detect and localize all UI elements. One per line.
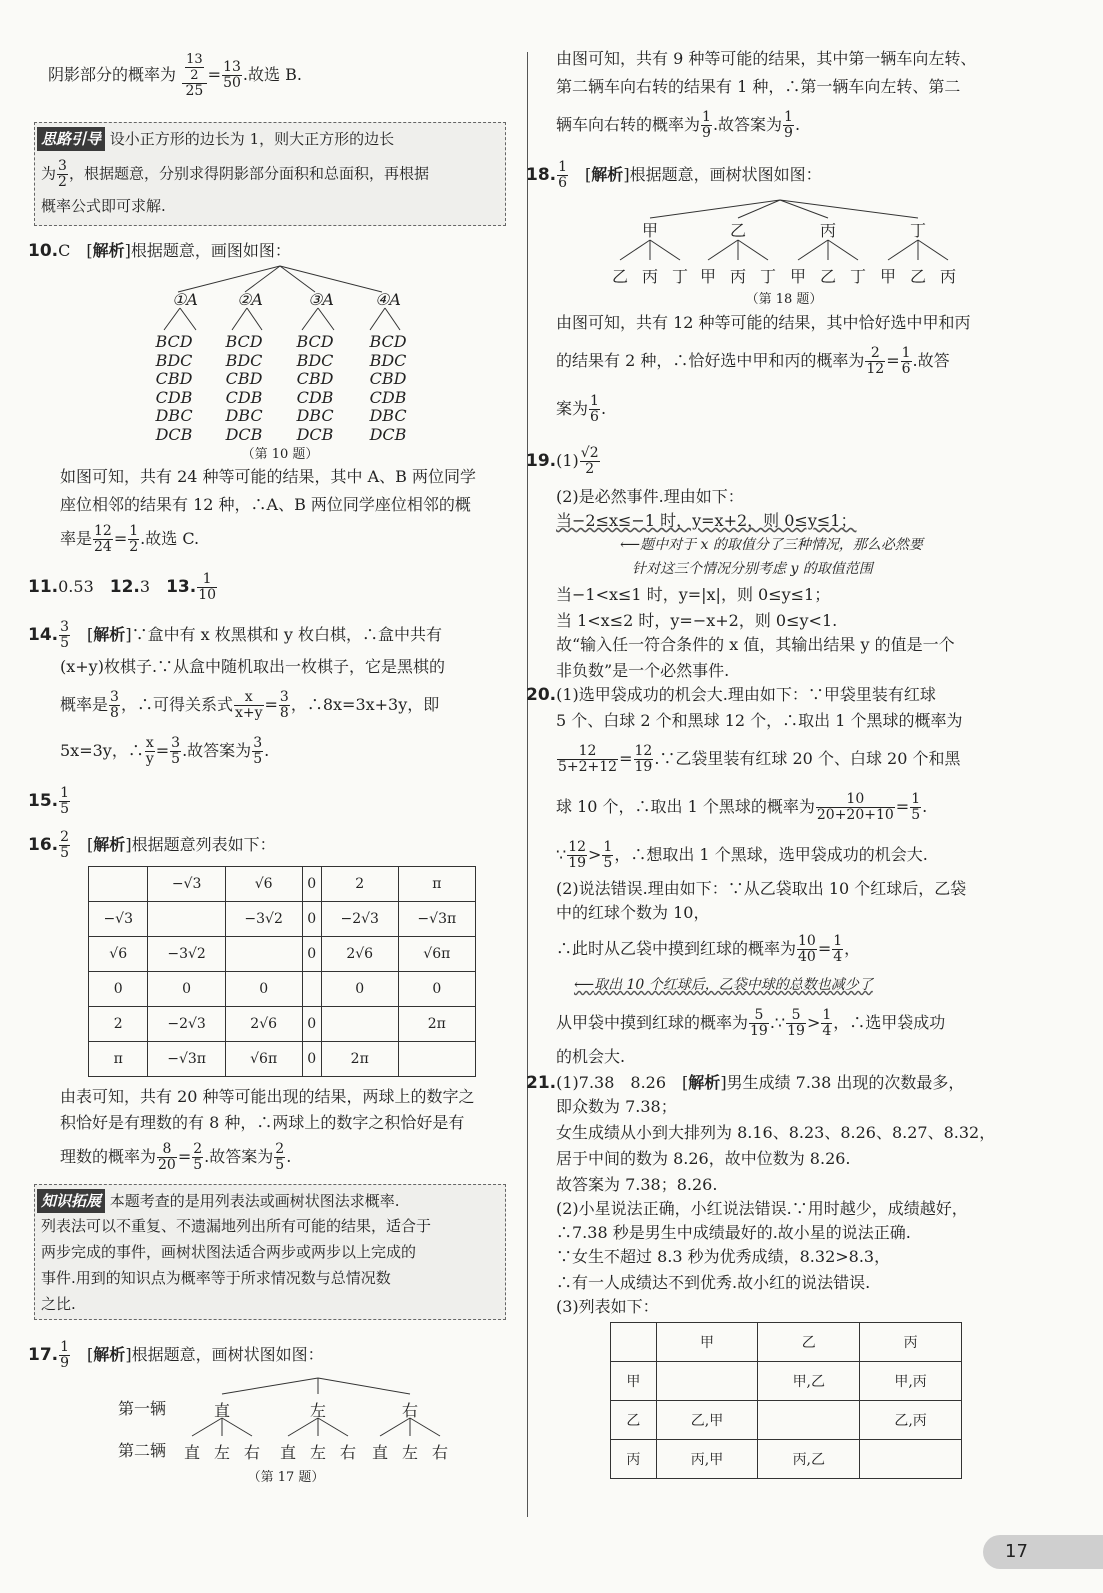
- table-cell: 丙,乙: [758, 1440, 860, 1479]
- permutation-item: BCD: [369, 332, 407, 351]
- table-row: [611, 1440, 962, 1479]
- right-column: [526, 0, 1103, 1593]
- table-cell: 2√6: [225, 1007, 302, 1042]
- q19-line5: 当 1<x≤2 时，y=−x+2，则 0≤y<1.: [556, 611, 838, 630]
- q10-line3: 率是 $\frac{12}{24}$ = $\frac{1}{2}$ .故选 C.: [60, 523, 200, 555]
- q20-line9: 从甲袋中摸到红球的概率为 $\frac{5}{19}$ .∵ $\frac{5}{19}$ > $\frac{1}{4}$ ，∴选甲袋成功: [556, 1007, 946, 1039]
- q20-line1: 20.(1)选甲袋成功的机会大.理由如下：∵甲袋里装有红球: [526, 685, 936, 705]
- permutation-item: BCD: [155, 332, 193, 351]
- q20-line10: 的机会大.: [556, 1047, 626, 1066]
- table-cell: 2√6: [321, 937, 398, 972]
- table-row: [89, 1042, 476, 1077]
- q21-table: [610, 1322, 962, 1479]
- permutation-item: CDB: [296, 387, 334, 407]
- tree-node: 乙: [729, 221, 746, 240]
- permutation-item: DBC: [369, 406, 407, 426]
- table-cell: −3√2: [148, 937, 225, 972]
- permutation-item: CBD: [155, 369, 193, 389]
- table-cell: 0: [148, 972, 225, 1007]
- handwritten-note: 针对这三个情况分别考虑 y 的取值范围: [632, 561, 873, 577]
- tree-node: 右: [243, 1443, 260, 1462]
- thinking-guide-box: 思路引导 设小正方形的边长为 1，则大正方形的边长 为 $\frac{3}{2}$ ，根据题意，分别求得阴影部分面积和总面积，再根据 概率公式即可求解.: [34, 122, 506, 226]
- q20-line5: ∵ $\frac{12}{19}$ > $\frac{1}{5}$ ，∴想取出 1 个黑球，选甲袋成功的机会大.: [556, 839, 928, 871]
- table-cell: 甲: [611, 1362, 657, 1401]
- q17-line1: 由图可知，共有 9 种等可能的结果，其中第一辆车向左转、: [556, 49, 977, 68]
- permutation-item: DBC: [296, 406, 334, 426]
- table-cell: −√3: [89, 902, 148, 937]
- tree-node: 左: [401, 1443, 418, 1462]
- tree-node: ①A: [172, 290, 198, 309]
- table-cell: [302, 972, 321, 1007]
- q19-line6: 故“输入任一符合条件的 x 值，其输出结果 y 的值是一个: [556, 635, 955, 654]
- table-cell: [611, 1323, 657, 1362]
- q9-conclusion: 阴影部分的概率为 13 2 25 = $\frac{13}{50}$ .故选 B.: [48, 52, 302, 99]
- page-number: 17: [983, 1535, 1103, 1569]
- tree-node: 乙: [819, 267, 836, 286]
- q20-line4: 球 10 个，∴取出 1 个黑球的概率为 $\frac{10}{20+20+10}$ = $\frac{1}{5}$ .: [556, 791, 928, 823]
- q21-line8: ∵女生不超过 8.3 秒为优秀成绩，8.32>8.3，: [556, 1247, 891, 1266]
- fraction: $\frac{13}{50}$: [223, 59, 241, 91]
- tree-row-label: 第一辆: [118, 1399, 167, 1418]
- table-cell: 2π: [398, 1007, 475, 1042]
- q14-line2: (x+y)枚棋子.∵从盒中随机取出一枚棋子，它是黑棋的: [60, 657, 446, 676]
- table-cell: 0: [302, 902, 321, 937]
- table-cell: π: [89, 1042, 148, 1077]
- q17-header: 17. $\frac{1}{9}$ [解析]根据题意，画树状图如图：: [28, 1339, 324, 1371]
- q16-table: [88, 866, 476, 1077]
- q18-header: 18. $\frac{1}{6}$ [解析]根据题意，画树状图如图：: [526, 159, 822, 191]
- q19-line7: 非负数”是一个必然事件.: [556, 661, 730, 680]
- tree-node: 甲: [879, 267, 896, 286]
- table-cell: 0: [321, 972, 398, 1007]
- figure-caption: （第 17 题）: [247, 1470, 325, 1485]
- tree-node: ③A: [308, 290, 334, 309]
- q20-line7: 中的红球个数为 10，: [556, 903, 710, 922]
- table-cell: 乙: [611, 1401, 657, 1440]
- tree-node: ②A: [237, 290, 263, 309]
- tree-node: ④A: [375, 290, 401, 309]
- table-row: [89, 1007, 476, 1042]
- box-heading: 知识拓展: [37, 1189, 105, 1213]
- tree-node: 乙: [611, 267, 628, 286]
- table-cell: 甲,丙: [860, 1362, 962, 1401]
- q16-line3: 理数的概率为 $\frac{8}{20}$ = $\frac{2}{5}$ .故答案为 $\frac{2}{5}$ .: [60, 1141, 292, 1173]
- permutation-item: DCB: [369, 425, 407, 444]
- table-cell: 0: [302, 867, 321, 902]
- permutation-item: CDB: [225, 387, 263, 407]
- permutation-item: DCB: [225, 425, 263, 444]
- tree-node: 直: [371, 1443, 388, 1462]
- table-cell: −2√3: [321, 902, 398, 937]
- permutation-item: DBC: [155, 406, 193, 426]
- table-cell: −√3π: [398, 902, 475, 937]
- table-row: [611, 1362, 962, 1401]
- table-cell: [321, 1007, 398, 1042]
- q10-line1: 如图可知，共有 24 种等可能的结果，其中 A、B 两位同学: [60, 467, 477, 486]
- q21-line2: 即众数为 7.38；: [556, 1097, 677, 1116]
- tree-node: 乙: [909, 267, 926, 286]
- table-cell: 0: [302, 1042, 321, 1077]
- table-cell: 0: [89, 972, 148, 1007]
- q19-line2: (2)是必然事件.理由如下：: [556, 487, 744, 506]
- box-heading: 思路引导: [37, 127, 105, 151]
- table-row: [89, 902, 476, 937]
- tree-node: 直: [183, 1443, 200, 1462]
- permutation-item: BCD: [225, 332, 263, 351]
- table-cell: 乙: [758, 1323, 860, 1362]
- tree-node: 丙: [729, 267, 746, 286]
- table-cell: 0: [302, 937, 321, 972]
- table-cell: √6: [89, 937, 148, 972]
- figure-caption: （第 10 题）: [241, 447, 319, 462]
- tree-node: 丁: [759, 267, 776, 286]
- table-cell: √6: [225, 867, 302, 902]
- q21-line9: ∴有一人成绩达不到优秀.故小红的说法错误.: [556, 1273, 871, 1292]
- q20-line3: $\frac{12}{5+2+12}$ = $\frac{12}{19}$ .∵乙袋里装有红球 20 个、白球 20 个和黑: [558, 743, 961, 775]
- table-row: [89, 937, 476, 972]
- permutation-item: DCB: [296, 425, 334, 444]
- table-cell: 丙: [860, 1323, 962, 1362]
- q18-line2: 的结果有 2 种，∴恰好选中甲和丙的概率为 $\frac{2}{12}$ = $\frac{1}{6}$ .故答: [556, 345, 950, 377]
- left-column: [0, 0, 524, 1593]
- q14-line3: 概率是 $\frac{3}{8}$ ，∴可得关系式 $\frac{x}{x+y}$ = $\frac{3}{8}$ ，∴8x=3x+3y，即: [60, 689, 440, 721]
- tree-node: 甲: [641, 221, 658, 240]
- table-row: [611, 1323, 962, 1362]
- table-cell: 乙,丙: [860, 1401, 962, 1440]
- table-cell: [860, 1440, 962, 1479]
- table-cell: [656, 1362, 758, 1401]
- tree-node: 丁: [849, 267, 866, 286]
- q19-line3: 当−2≤x≤−1 时，y=x+2，则 0≤y≤1；: [556, 511, 857, 530]
- permutation-item: BDC: [155, 350, 193, 370]
- permutation-item: CBD: [369, 369, 407, 389]
- permutation-item: BDC: [225, 350, 263, 370]
- table-cell: 乙,甲: [656, 1401, 758, 1440]
- tree-node: 甲: [789, 267, 806, 286]
- q20-line8: ∴此时从乙袋中摸到红球的概率为 $\frac{10}{40}$ = $\frac{1}{4}$ ，: [556, 933, 861, 965]
- table-cell: 丙,甲: [656, 1440, 758, 1479]
- q21-line5: 故答案为 7.38；8.26.: [556, 1175, 718, 1194]
- tree-node: 右: [401, 1401, 418, 1420]
- table-cell: [89, 867, 148, 902]
- q14-line4: 5x=3y，∴ $\frac{x}{y}$ = $\frac{3}{5}$ .故答案为 $\frac{3}{5}$ .: [60, 735, 270, 767]
- q15: 15. $\frac{1}{5}$: [28, 785, 70, 817]
- table-cell: 0: [398, 972, 475, 1007]
- table-cell: π: [398, 867, 475, 902]
- q16-line1: 由表可知，共有 20 种等可能出现的结果，两球上的数字之: [60, 1087, 475, 1106]
- q21-line4: 居于中间的数为 8.26，故中位数为 8.26.: [556, 1149, 851, 1168]
- q17-line2: 第二辆车向右转的结果有 1 种，∴第一辆车向左转、第二: [556, 77, 961, 96]
- tree-node: 丙: [819, 221, 836, 240]
- permutation-item: BDC: [296, 350, 334, 370]
- handwritten-note: ⟵取出 10 个红球后，乙袋中球的总数也减少了: [574, 977, 873, 993]
- figure-caption: （第 18 题）: [745, 292, 823, 307]
- q19-header: 19.(1) $\frac{√2}{2}$: [526, 445, 599, 477]
- tree-node: 左: [213, 1443, 230, 1462]
- table-cell: [758, 1401, 860, 1440]
- table-cell: 2π: [321, 1042, 398, 1077]
- table-cell: 甲,乙: [758, 1362, 860, 1401]
- permutation-item: CDB: [155, 387, 193, 407]
- tree-node: 甲: [699, 267, 716, 286]
- table-cell: 2: [321, 867, 398, 902]
- q10-line2: 座位相邻的结果有 12 种，∴A、B 两位同学座位相邻的概: [60, 495, 471, 514]
- table-row: [611, 1401, 962, 1440]
- table-cell: [225, 937, 302, 972]
- permutation-item: CBD: [296, 369, 334, 389]
- tree-row-label: 第二辆: [118, 1441, 167, 1460]
- permutation-item: BDC: [369, 350, 407, 370]
- permutation-item: CBD: [225, 369, 263, 389]
- q21-line1: 21.(1)7.38 8.26 [解析]男生成绩 7.38 出现的次数最多，: [526, 1073, 965, 1093]
- table-cell: −3√2: [225, 902, 302, 937]
- q16-line2: 积恰好是有理数的有 8 种，∴两球上的数字之积恰好是有: [60, 1113, 465, 1132]
- q21-line3: 女生成绩从小到大排列为 8.16、8.23、8.26、8.27、8.32，: [556, 1123, 996, 1142]
- tree-node: 左: [309, 1443, 326, 1462]
- q14-line1: 14. $\frac{3}{5}$ [解析]∵盒中有 x 枚黑棋和 y 枚白棋，∴盒中共有: [28, 619, 442, 651]
- table-cell: [398, 1042, 475, 1077]
- table-cell: √6π: [225, 1042, 302, 1077]
- tree-node: 左: [309, 1401, 326, 1420]
- q20-line6: (2)说法错误.理由如下：∵从乙袋取出 10 个红球后，乙袋: [556, 879, 967, 898]
- q20-line2: 5 个、白球 2 个和黑球 12 个，∴取出 1 个黑球的概率为: [556, 711, 963, 730]
- q21-line6: (2)小星说法正确，小红说法错误.∵用时越少，成绩越好，: [556, 1199, 968, 1218]
- knowledge-extension-box: 知识拓展 本题考查的是用列表法或画树状图法求概率. 列表法可以不重复、不遗漏地列出所有可能的结果，适合于 两步完成的事件，画树状图法适合两步或两步以上完成的 事件.用到的知识点为概率等于所求情况数与总情况数 之比.: [34, 1184, 506, 1320]
- q21-line7: ∴7.38 秒是男生中成绩最好的.故小星的说法正确.: [556, 1223, 911, 1242]
- q18-line1: 由图可知，共有 12 种等可能的结果，其中恰好选中甲和丙: [556, 313, 971, 332]
- tree-node: 丙: [939, 267, 956, 286]
- fraction: $\frac{3}{2}$: [58, 158, 67, 190]
- q16-header: 16. $\frac{2}{5}$ [解析]根据题意列表如下：: [28, 829, 276, 861]
- tree-node: 丙: [641, 267, 658, 286]
- tree-node: 直: [213, 1401, 230, 1420]
- q10-branch-lines: [150, 306, 420, 334]
- tree-node: 丁: [671, 267, 688, 286]
- column-divider: [527, 52, 528, 1517]
- table-cell: −√3: [148, 867, 225, 902]
- table-row: [89, 867, 476, 902]
- table-cell: 0: [225, 972, 302, 1007]
- handwritten-note: ⟵题中对于 x 的取值分了三种情况，那么必然要: [620, 537, 923, 553]
- table-cell: 甲: [656, 1323, 758, 1362]
- permutation-item: CDB: [369, 387, 407, 407]
- table-cell: 丙: [611, 1440, 657, 1479]
- tree-node: 直: [279, 1443, 296, 1462]
- fraction: 13 2 25: [182, 52, 207, 99]
- table-cell: 2: [89, 1007, 148, 1042]
- q10-header: 10.C [解析]根据题意，画图如图：: [28, 241, 291, 261]
- q18-line3: 案为 $\frac{1}{6}$ .: [556, 393, 607, 425]
- table-cell: 0: [302, 1007, 321, 1042]
- table-cell: −√3π: [148, 1042, 225, 1077]
- permutation-item: DCB: [155, 425, 193, 444]
- table-cell: −2√3: [148, 1007, 225, 1042]
- tree-node: 右: [339, 1443, 356, 1462]
- tree-node: 丁: [909, 221, 926, 240]
- table-cell: √6π: [398, 937, 475, 972]
- q11-13: 11.0.53 12.3 13. $\frac{1}{10}$: [28, 571, 217, 603]
- tree-node: 右: [431, 1443, 448, 1462]
- permutation-item: DBC: [225, 406, 263, 426]
- table-cell: [148, 902, 225, 937]
- q19-line4: 当−1<x≤1 时，y=|x|，则 0≤y≤1；: [556, 585, 831, 604]
- table-row: [89, 972, 476, 1007]
- q21-line10: (3)列表如下：: [556, 1297, 659, 1316]
- permutation-item: BCD: [296, 332, 334, 351]
- q17-line3: 辆车向右转的概率为 $\frac{1}{9}$ .故答案为 $\frac{1}{9}$ .: [556, 109, 801, 141]
